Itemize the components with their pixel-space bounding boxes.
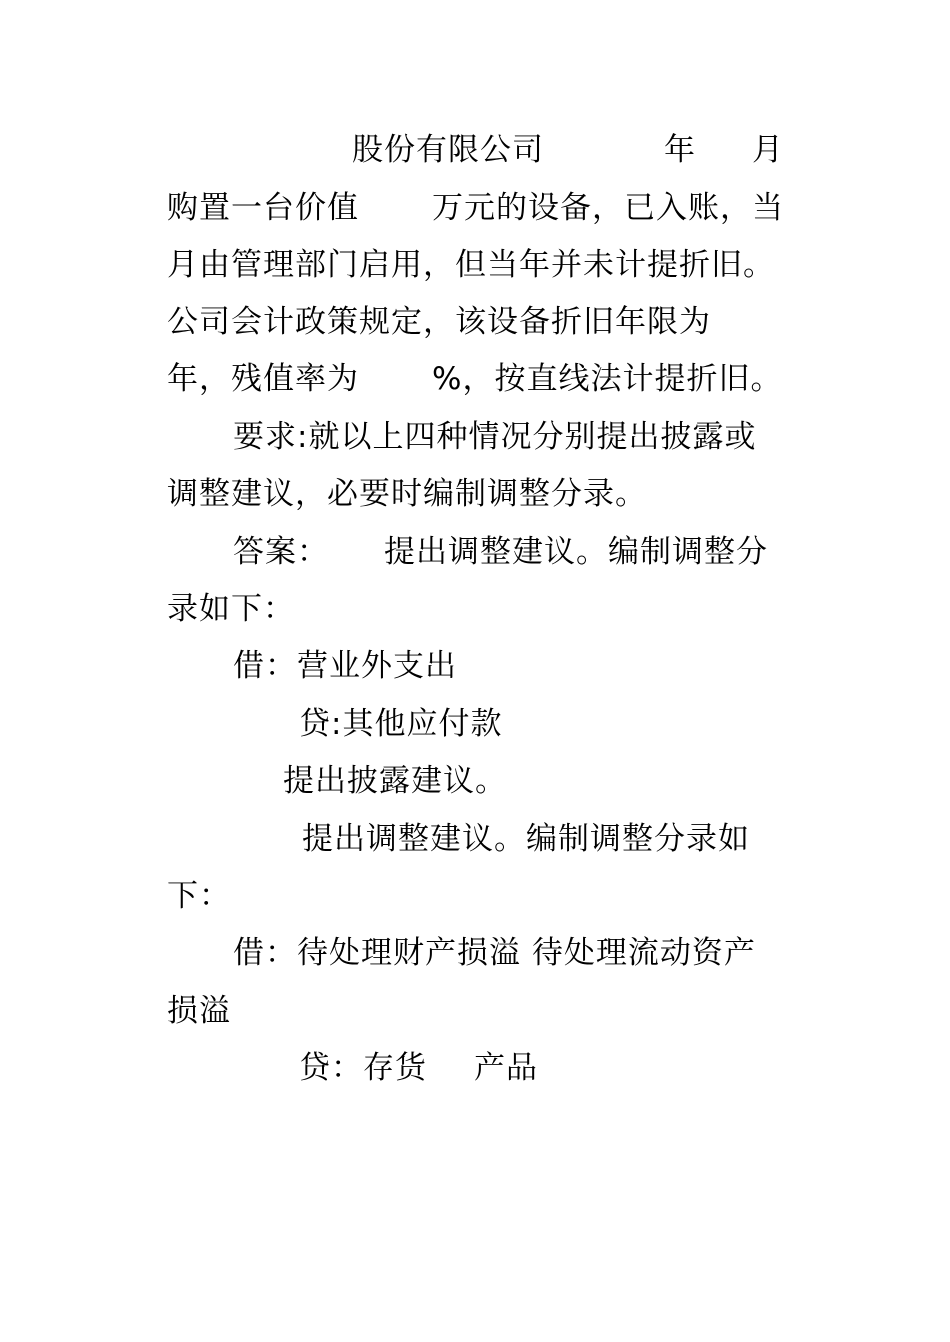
month-label: 月 [752, 132, 784, 168]
usage-text: 月由管理部门启用，但当年并未计提折旧。 [167, 247, 775, 283]
entry1-credit-text: 贷:其他应付款 [299, 706, 503, 742]
disclosure-text: 提出披露建议。 [283, 763, 507, 799]
company-name-suffix: 股份有限公司 [352, 132, 544, 168]
amount-text: 万元的设备，已入账，当 [432, 190, 784, 226]
method-text: %，按直线法计提折旧。 [432, 361, 783, 397]
entry2-debit-cont-text: 损溢 [167, 993, 231, 1029]
entry2-credit-label: 贷：存货 [299, 1050, 427, 1086]
year-label: 年 [664, 132, 696, 168]
answer-line [0, 532, 950, 572]
text-line-5 [0, 359, 950, 399]
entry1-debit-text: 借：营业外支出 [233, 648, 457, 684]
answer-cont-text: 录如下： [167, 591, 295, 627]
entry2-debit-text: 借：待处理财产损溢 待处理流动资产 [233, 935, 756, 971]
adjust2-text: 提出调整建议。编制调整分录如 [302, 821, 750, 857]
requirement-cont-text: 调整建议，必要时编制调整分录。 [167, 476, 647, 512]
purchase-text: 购置一台价值 [167, 190, 359, 226]
text-line-1 [0, 130, 950, 170]
answer-label: 答案： [233, 534, 329, 570]
entry2-credit-line [0, 1048, 950, 1088]
residual-text: 年，残值率为 [167, 361, 359, 397]
requirement-text: 要求:就以上四种情况分别提出披露或 [233, 419, 757, 455]
policy-text: 公司会计政策规定，该设备折旧年限为 [167, 304, 711, 340]
entry2-credit-item: 产品 [474, 1050, 538, 1086]
adjust2-cont-text: 下： [167, 878, 231, 914]
answer-text: 提出调整建议。编制调整分 [384, 534, 768, 570]
text-line-2 [0, 188, 950, 228]
